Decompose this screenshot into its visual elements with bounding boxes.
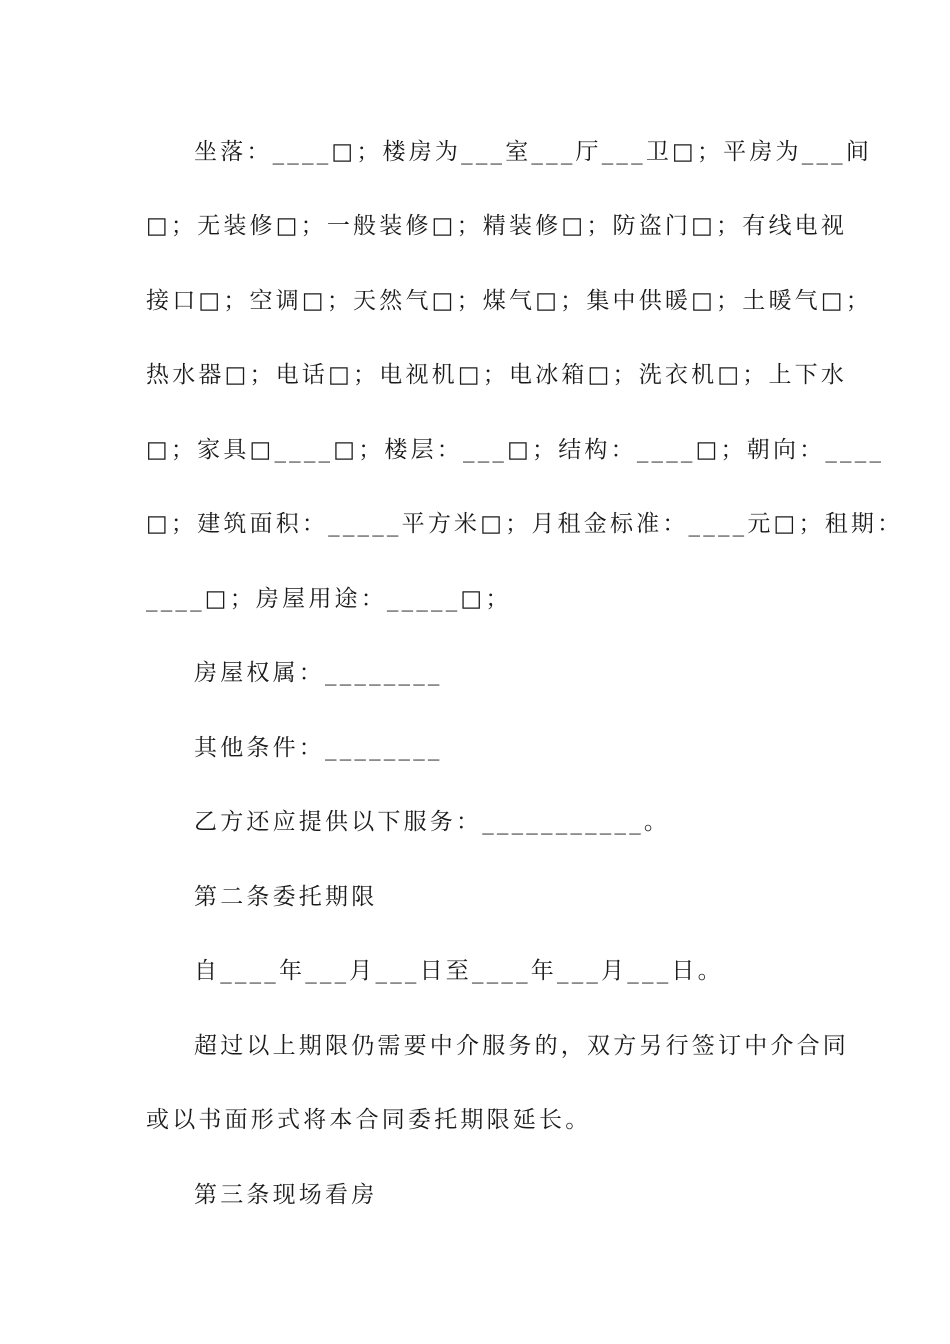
paragraph-line-structure: □；家具□____□；楼层：___□；结构：____□；朝向：____ — [146, 437, 885, 463]
property-ownership-line: 房屋权属：________ — [194, 660, 443, 686]
paragraph-line-usage: ____□；房屋用途：_____□； — [146, 586, 512, 612]
paragraph-line-utilities: 接口□；空调□；天然气□；煤气□；集中供暖□；土暖气□； — [146, 288, 872, 314]
paragraph-line-decoration: □；无装修□；一般装修□；精装修□；防盗门□；有线电视 — [146, 213, 848, 239]
paragraph-line-appliances: 热水器□；电话□；电视机□；电冰箱□；洗衣机□；上下水 — [146, 362, 848, 388]
paragraph-line-extension-cont: 或以书面形式将本合同委托期限延长。 — [146, 1107, 592, 1133]
other-conditions-line: 其他条件：________ — [194, 735, 443, 761]
paragraph-line-extension: 超过以上期限仍需要中介服务的，双方另行签订中介合同 — [194, 1033, 849, 1059]
paragraph-line-area-rent: □；建筑面积：_____平方米□；月租金标准：____元□；租期： — [146, 511, 904, 537]
services-line: 乙方还应提供以下服务：___________。 — [194, 809, 671, 835]
section-heading-article-2: 第二条委托期限 — [194, 884, 378, 910]
paragraph-line-location: 坐落：____□；楼房为___室___厅___卫□；平房为___间 — [194, 139, 873, 165]
term-dates-line: 自____年___月___日至____年___月___日。 — [194, 958, 724, 984]
section-heading-article-3: 第三条现场看房 — [194, 1182, 378, 1208]
